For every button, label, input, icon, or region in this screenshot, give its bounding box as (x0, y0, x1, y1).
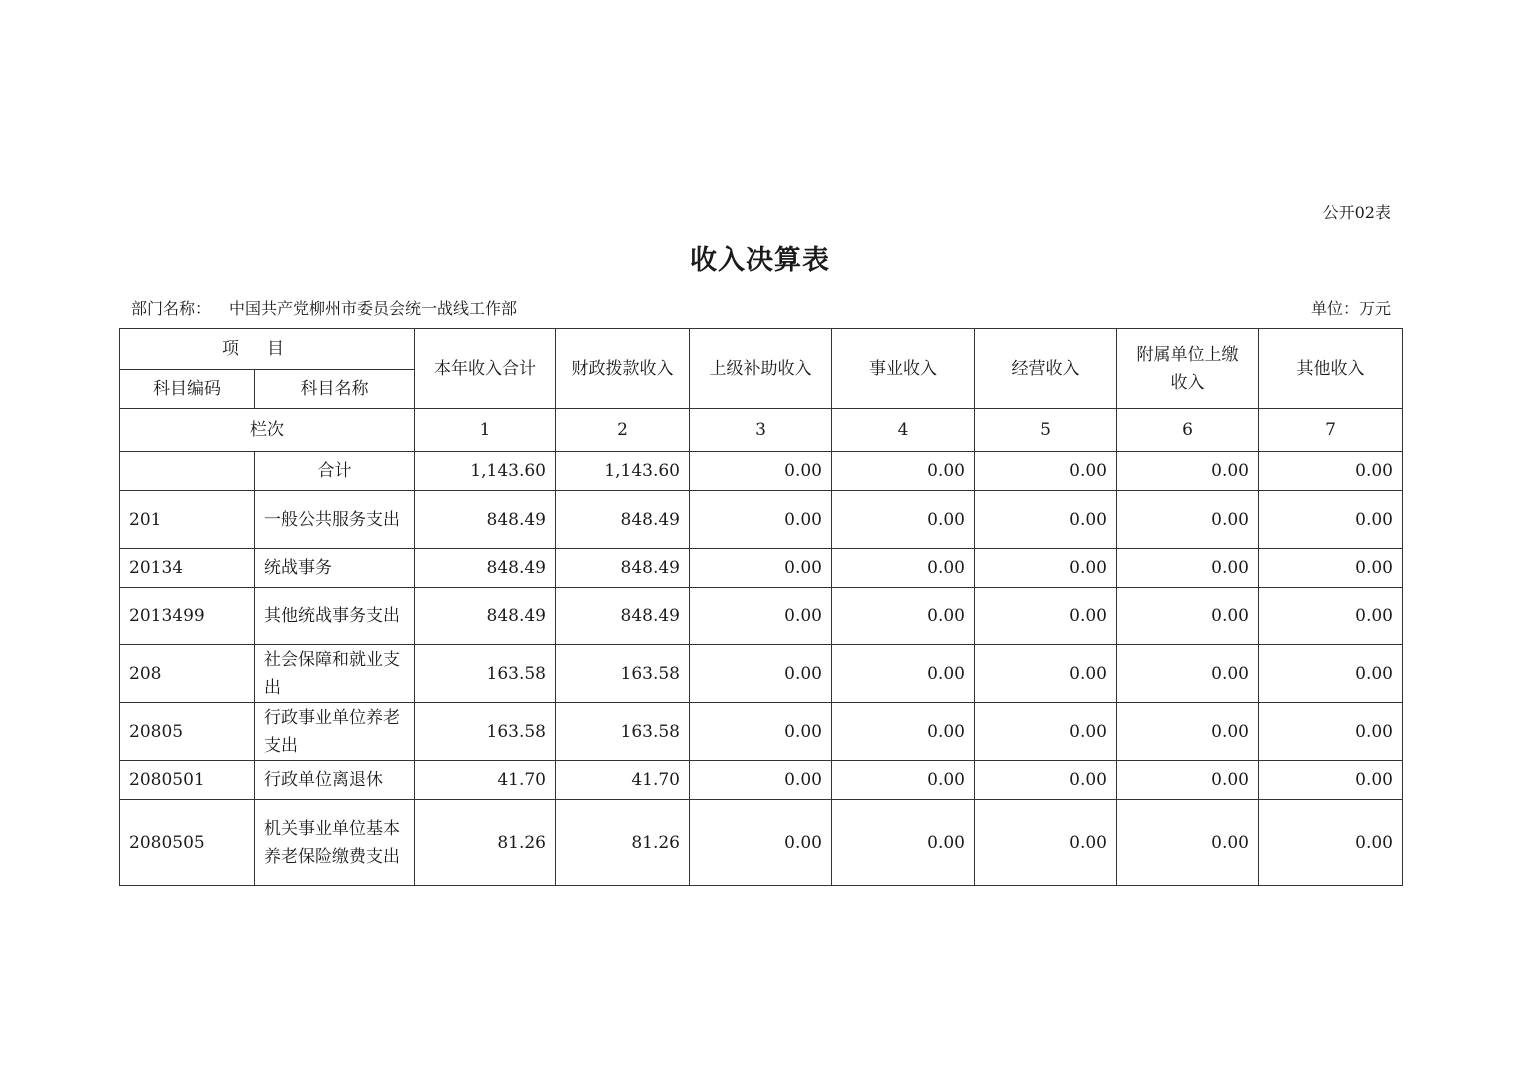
row-value: 848.49 (415, 491, 556, 549)
form-number: 公开02表 (1322, 203, 1391, 222)
column-index-2: 2 (556, 409, 690, 452)
row-value: 0.00 (1259, 800, 1403, 886)
row-value: 0.00 (1117, 703, 1259, 761)
row-value: 0.00 (1259, 645, 1403, 703)
column-index-5: 5 (975, 409, 1117, 452)
row-value: 0.00 (1259, 703, 1403, 761)
header-col-4: 事业收入 (832, 329, 975, 409)
unit-label: 单位：万元 (1310, 299, 1391, 318)
header-col-1: 本年收入合计 (415, 329, 556, 409)
total-code-cell (120, 452, 255, 491)
row-value: 0.00 (690, 800, 832, 886)
row-value: 163.58 (415, 703, 556, 761)
row-value: 0.00 (832, 800, 975, 886)
header-col-7: 其他收入 (1259, 329, 1403, 409)
row-code: 208 (120, 645, 255, 703)
row-value: 0.00 (690, 549, 832, 588)
row-value: 0.00 (690, 645, 832, 703)
row-name: 一般公共服务支出 (255, 491, 415, 549)
row-code: 20134 (120, 549, 255, 588)
department-line (131, 296, 517, 319)
total-value: 0.00 (1117, 452, 1259, 491)
row-name: 行政单位离退休 (255, 761, 415, 800)
row-value: 0.00 (975, 491, 1117, 549)
row-value: 163.58 (556, 645, 690, 703)
row-value: 0.00 (1259, 588, 1403, 645)
row-name: 机关事业单位基本养老保险缴费支出 (255, 800, 415, 886)
row-name: 统战事务 (255, 549, 415, 588)
income-final-accounts-table (119, 328, 1403, 886)
row-code: 2080505 (120, 800, 255, 886)
table-row (120, 703, 1403, 761)
row-value: 848.49 (556, 549, 690, 588)
department-label: 部门名称： (131, 299, 212, 318)
row-name: 行政事业单位养老支出 (255, 703, 415, 761)
total-value: 0.00 (975, 452, 1117, 491)
row-value: 0.00 (1117, 645, 1259, 703)
row-value: 0.00 (1117, 549, 1259, 588)
column-index-7: 7 (1259, 409, 1403, 452)
column-index-3: 3 (690, 409, 832, 452)
department-name: 中国共产党柳州市委员会统一战线工作部 (229, 299, 518, 318)
row-value: 0.00 (832, 761, 975, 800)
row-value: 0.00 (690, 491, 832, 549)
total-value: 1,143.60 (415, 452, 556, 491)
header-code: 科目编码 (120, 370, 255, 409)
row-value: 0.00 (690, 588, 832, 645)
header-row (120, 329, 1403, 370)
row-value: 0.00 (690, 703, 832, 761)
row-value: 41.70 (415, 761, 556, 800)
total-label: 合计 (255, 452, 415, 491)
row-value: 848.49 (556, 588, 690, 645)
header-col-5: 经营收入 (975, 329, 1117, 409)
row-name: 其他统战事务支出 (255, 588, 415, 645)
table-row (120, 549, 1403, 588)
row-value: 81.26 (556, 800, 690, 886)
header-col-3: 上级补助收入 (690, 329, 832, 409)
row-value: 0.00 (832, 588, 975, 645)
row-value: 41.70 (556, 761, 690, 800)
row-value: 163.58 (556, 703, 690, 761)
row-value: 0.00 (690, 761, 832, 800)
row-code: 20805 (120, 703, 255, 761)
total-value: 0.00 (832, 452, 975, 491)
row-value: 0.00 (975, 549, 1117, 588)
row-value: 0.00 (1117, 491, 1259, 549)
table-row (120, 645, 1403, 703)
row-value: 0.00 (1117, 588, 1259, 645)
row-code: 201 (120, 491, 255, 549)
table-row (120, 588, 1403, 645)
row-value: 848.49 (415, 588, 556, 645)
header-col-2: 财政拨款收入 (556, 329, 690, 409)
row-value: 0.00 (1259, 549, 1403, 588)
column-index-1: 1 (415, 409, 556, 452)
row-value: 848.49 (415, 549, 556, 588)
row-value: 81.26 (415, 800, 556, 886)
row-value: 0.00 (975, 645, 1117, 703)
row-value: 0.00 (975, 703, 1117, 761)
row-value: 0.00 (1259, 491, 1403, 549)
table-row (120, 761, 1403, 800)
column-index-4: 4 (832, 409, 975, 452)
row-value: 0.00 (832, 703, 975, 761)
row-value: 0.00 (1117, 761, 1259, 800)
row-name: 社会保障和就业支出 (255, 645, 415, 703)
total-value: 1,143.60 (556, 452, 690, 491)
header-name: 科目名称 (255, 370, 415, 409)
header-col-6: 附属单位上缴收入 (1117, 329, 1259, 409)
total-value: 0.00 (690, 452, 832, 491)
table-row (120, 491, 1403, 549)
total-row (120, 452, 1403, 491)
row-value: 0.00 (975, 800, 1117, 886)
header-project: 项目 (120, 329, 415, 370)
row-value: 0.00 (975, 588, 1117, 645)
row-value: 0.00 (1259, 761, 1403, 800)
row-code: 2080501 (120, 761, 255, 800)
row-value: 0.00 (832, 645, 975, 703)
row-value: 848.49 (556, 491, 690, 549)
column-index-row (120, 409, 1403, 452)
column-index-6: 6 (1117, 409, 1259, 452)
row-code: 2013499 (120, 588, 255, 645)
table-row (120, 800, 1403, 886)
row-value: 0.00 (1117, 800, 1259, 886)
total-value: 0.00 (1259, 452, 1403, 491)
row-value: 0.00 (832, 549, 975, 588)
column-index-label: 栏次 (120, 409, 415, 452)
page-title: 收入决算表 (690, 245, 830, 276)
row-value: 163.58 (415, 645, 556, 703)
row-value: 0.00 (975, 761, 1117, 800)
row-value: 0.00 (832, 491, 975, 549)
